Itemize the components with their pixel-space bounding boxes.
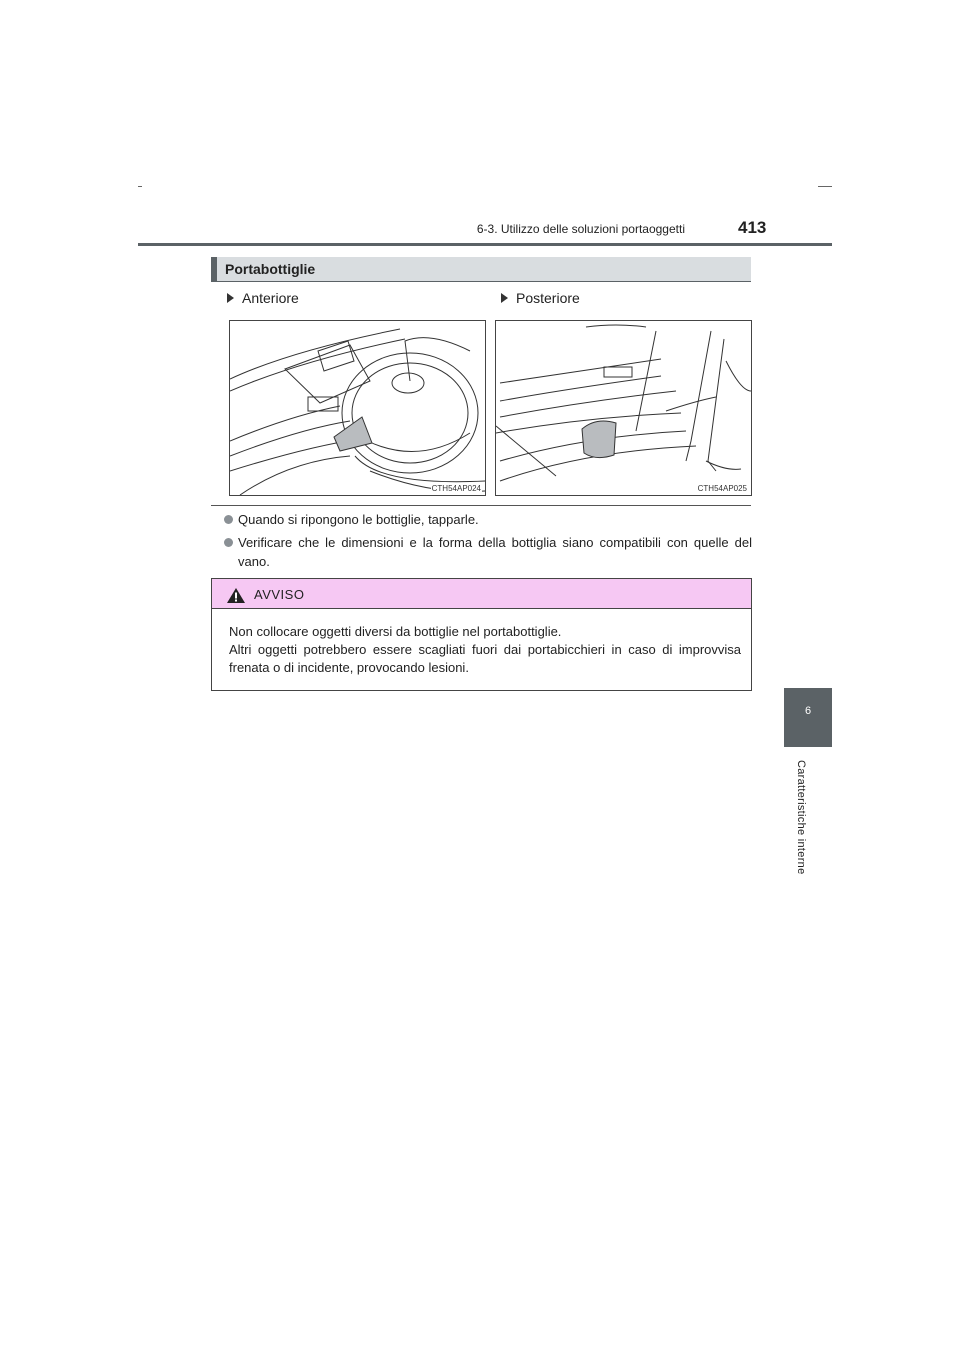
section-accent (211, 257, 217, 281)
crop-mark-left (138, 186, 142, 187)
warning-box (211, 578, 752, 691)
figure-code: CTH54AP024 (431, 484, 481, 493)
list-item: Verificare che le dimensioni e la forma della bottiglia siano compatibili con quelle del vano. (224, 533, 752, 571)
warning-line: Non collocare oggetti diversi da bottiglie nel portabottiglie. (229, 624, 562, 639)
warning-header (212, 579, 751, 609)
section-title: Portabottiglie (225, 261, 316, 277)
rear-door-illustration (496, 321, 751, 495)
warning-title: AVVISO (254, 587, 305, 602)
header-rule (138, 243, 832, 246)
section-divider (211, 505, 751, 506)
figure-front-bottle-holder (229, 320, 486, 496)
triangle-right-icon (501, 293, 508, 303)
front-door-illustration (230, 321, 485, 495)
header-section-title: 6-3. Utilizzo delle soluzioni portaoggetti (476, 222, 685, 236)
chapter-tab (784, 688, 832, 747)
figure-code: CTH54AP025 (697, 484, 747, 493)
page-number: 413 (738, 218, 767, 237)
figure-label-front: Anteriore (227, 290, 299, 306)
list-item: Quando si ripongono le bottiglie, tapparle. (224, 510, 752, 529)
crop-mark-right (818, 186, 832, 187)
warning-triangle-icon (226, 587, 246, 604)
warning-body (229, 623, 741, 677)
triangle-right-icon (227, 293, 234, 303)
chapter-number: 6 (804, 705, 812, 717)
bullet-icon (224, 515, 233, 524)
section-header (211, 257, 751, 282)
bullet-icon (224, 538, 233, 547)
warning-line: Altri oggetti potrebbero essere scagliati fuori dai portabicchieri in caso di improvvisa frenata o di incidente, provocando lesioni. (229, 642, 741, 675)
chapter-label: Caratteristiche interne (795, 760, 807, 875)
figure-rear-bottle-holder (495, 320, 752, 496)
figure-label-rear: Posteriore (501, 290, 580, 306)
